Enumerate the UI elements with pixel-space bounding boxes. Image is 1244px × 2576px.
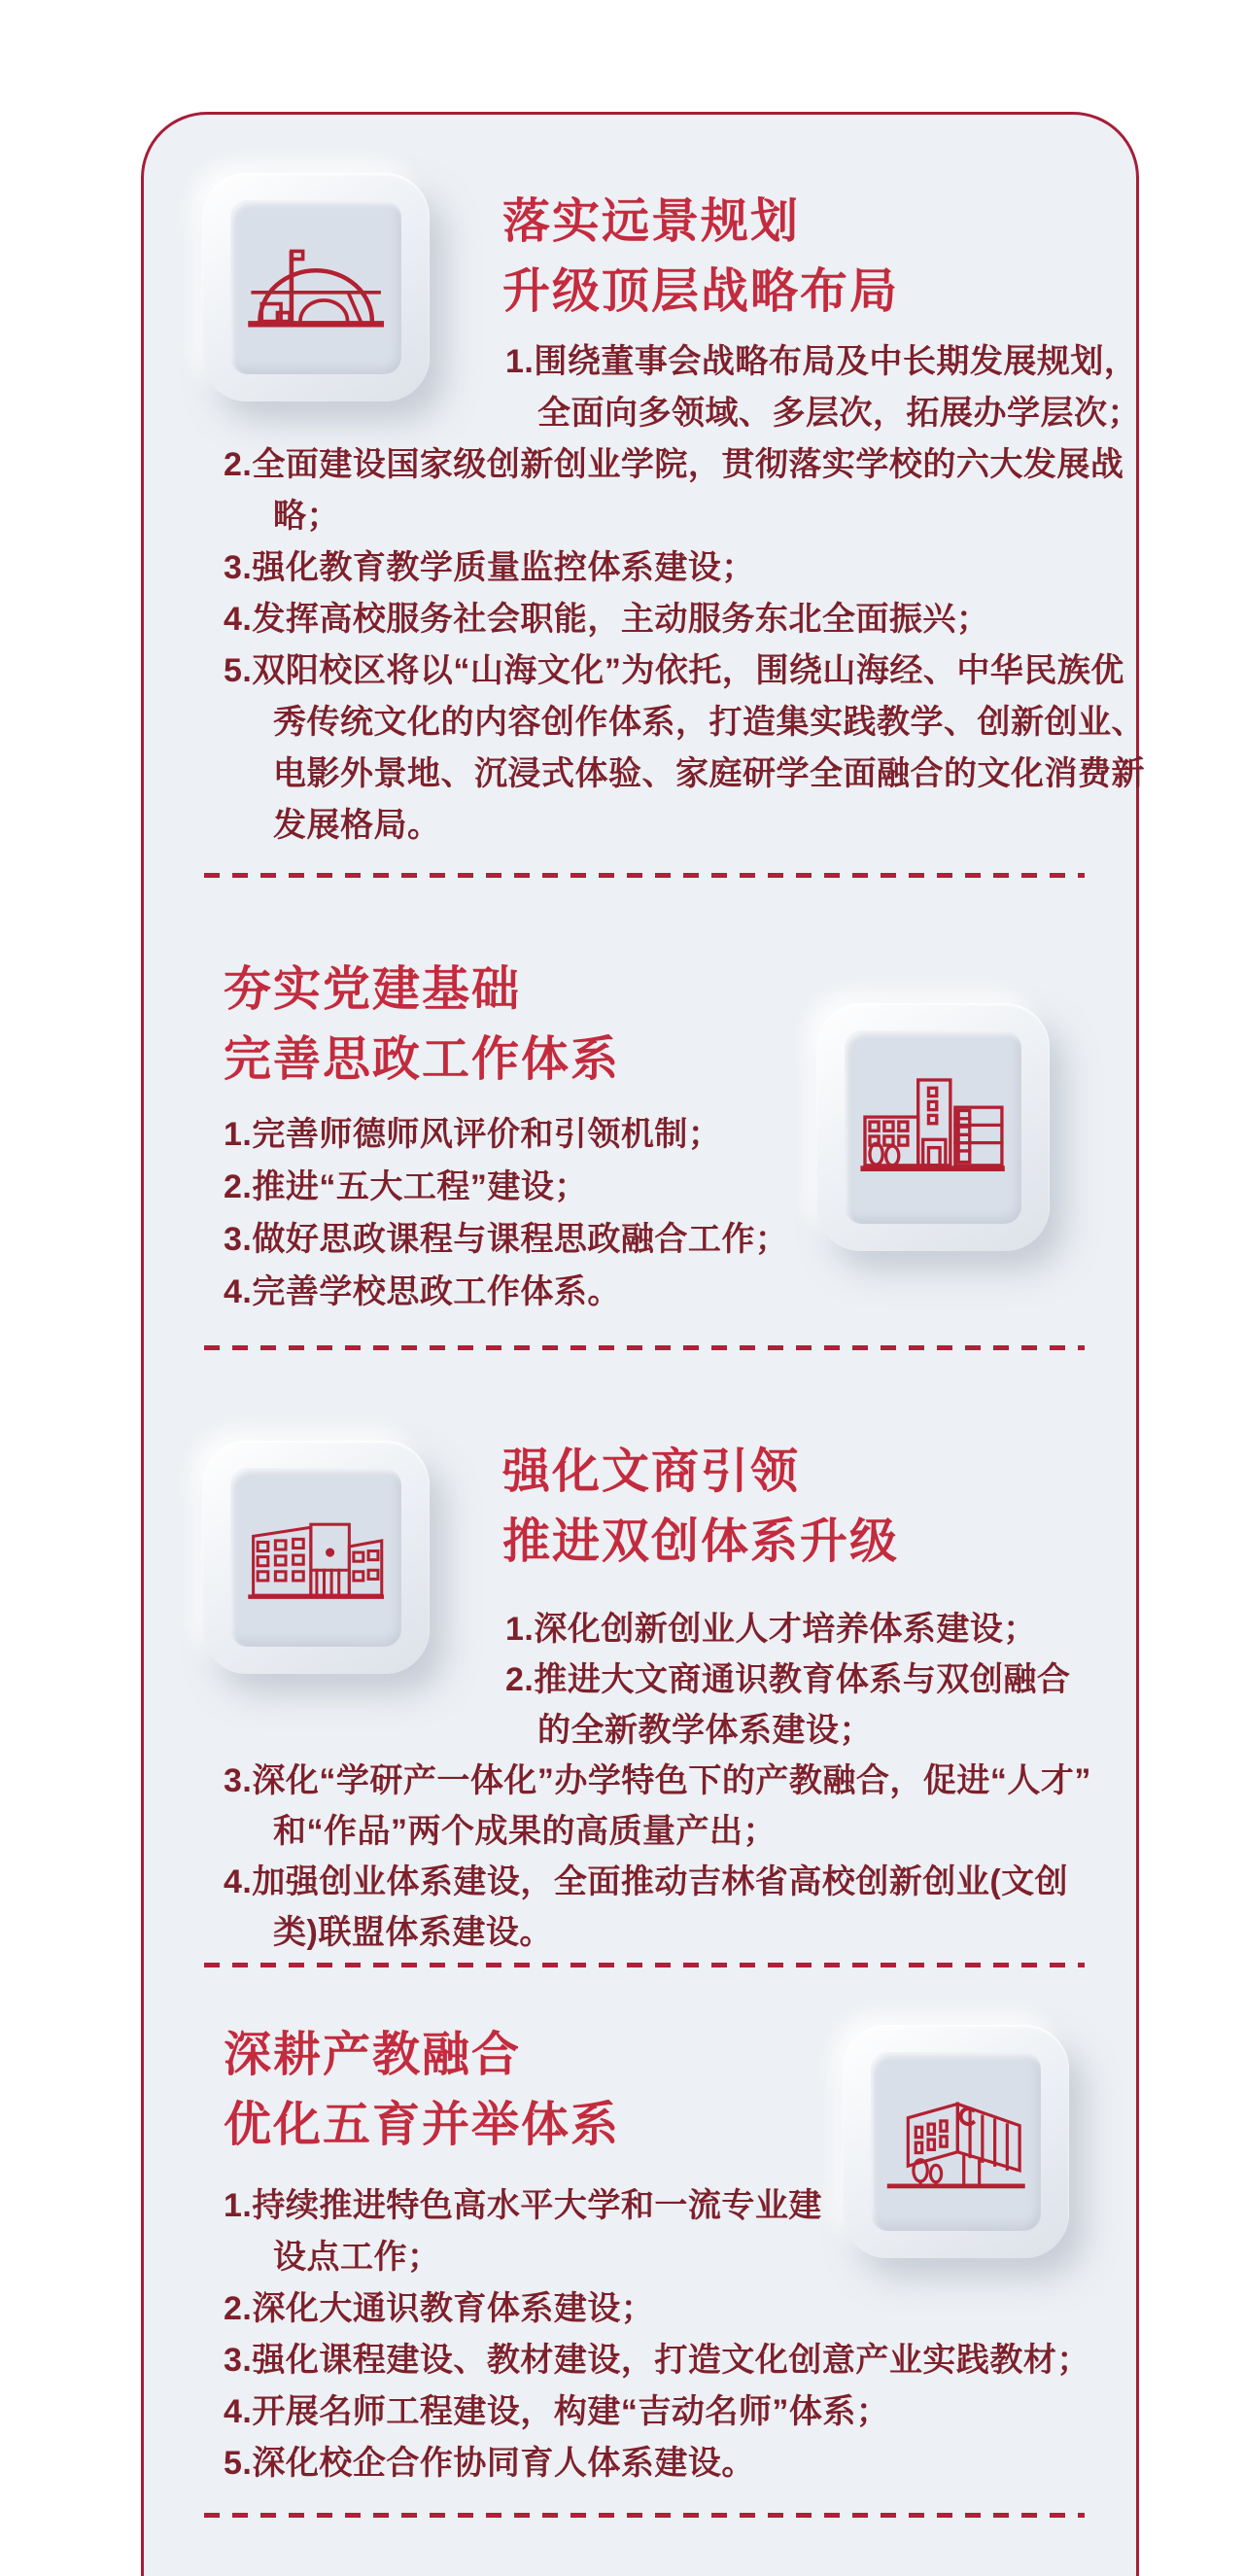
list-line: 4.完善学校思政工作体系。 — [224, 1273, 621, 1310]
title-line: 优化五育并举体系 — [224, 2099, 621, 2151]
title-line: 强化文商引领 — [502, 1445, 801, 1498]
section-divider — [204, 1345, 1085, 1350]
section-title — [502, 1437, 899, 1577]
list-line: 4.加强创业体系建设，全面推动吉林省高校创新创业(文创 — [224, 1863, 1069, 1900]
list-line: 发展格局。 — [273, 807, 441, 844]
list-line: 1.完善师德师风评价和引领机制； — [224, 1116, 722, 1153]
faculty-building-icon — [246, 1510, 386, 1604]
section-divider — [204, 1963, 1085, 1967]
section-title — [224, 2020, 620, 2160]
list-line: 2.全面建设国家级创新创业学院，贯彻落实学校的六大发展战 — [224, 446, 1124, 483]
title-line: 升级顶层战略布局 — [502, 265, 900, 318]
list-line: 秀传统文化的内容创作体系，打造集实践教学、创新创业、 — [273, 704, 1145, 741]
list-line: 设点工作； — [273, 2239, 441, 2276]
list-line: 全面向多领域、多层次，拓展办学层次； — [537, 395, 1141, 432]
list-line: 1.持续推进特色高水平大学和一流专业建 — [224, 2187, 822, 2224]
modern-campus-building-icon — [886, 2090, 1026, 2192]
section-list — [0, 1108, 1244, 1318]
title-line: 夯实党建基础 — [224, 963, 522, 1016]
section-title — [502, 187, 899, 327]
list-line: 5.深化校企合作协同育人体系建设。 — [224, 2445, 755, 2482]
list-line: 1.围绕董事会战略布局及中长期发展规划， — [505, 343, 1138, 380]
list-line: 略； — [273, 498, 340, 535]
list-line: 2.推进“五大工程”建设； — [224, 1168, 588, 1205]
list-line: 4.开展名师工程建设，构建“吉动名师”体系； — [224, 2393, 890, 2430]
list-line: 电影外景地、沉浸式体验、家庭研学全面融合的文化消费新 — [273, 755, 1145, 792]
title-line: 落实远景规划 — [502, 195, 801, 248]
section-list — [0, 336, 1244, 852]
list-line: 2.深化大通识教育体系建设； — [224, 2290, 655, 2327]
section-divider — [204, 873, 1085, 878]
list-line: 3.强化教育教学质量监控体系建设； — [224, 549, 755, 586]
section-list — [0, 1604, 1244, 1958]
dome-arch-building-icon — [246, 237, 386, 338]
section-divider — [204, 2513, 1085, 2518]
title-line: 深耕产教融合 — [224, 2029, 522, 2081]
list-line: 类)联盟体系建设。 — [273, 1914, 553, 1951]
list-line: 4.发挥高校服务社会职能，主动服务东北全面振兴； — [224, 601, 990, 638]
section-title — [224, 955, 620, 1095]
list-line: 的全新教学体系建设； — [537, 1712, 873, 1749]
list-line: 3.深化“学研产一体化”办学特色下的产教融合，促进“人才” — [224, 1762, 1091, 1799]
list-line: 1.深化创新创业人才培养体系建设； — [505, 1611, 1037, 1648]
list-line: 3.强化课程建设、教材建设，打造文化创意产业实践教材； — [224, 2342, 1090, 2379]
title-line: 推进双创体系升级 — [502, 1515, 900, 1568]
list-line: 和“作品”两个成果的高质量产出； — [273, 1813, 777, 1850]
title-line: 完善思政工作体系 — [224, 1033, 621, 1086]
list-line: 2.推进大文商通识教育体系与双创融合 — [505, 1661, 1071, 1698]
section-list — [0, 2180, 1244, 2489]
list-line: 3.做好思政课程与课程思政融合工作； — [224, 1221, 789, 1258]
list-line: 5.双阳校区将以“山海文化”为依托，围绕山海经、中华民族优 — [224, 652, 1124, 689]
